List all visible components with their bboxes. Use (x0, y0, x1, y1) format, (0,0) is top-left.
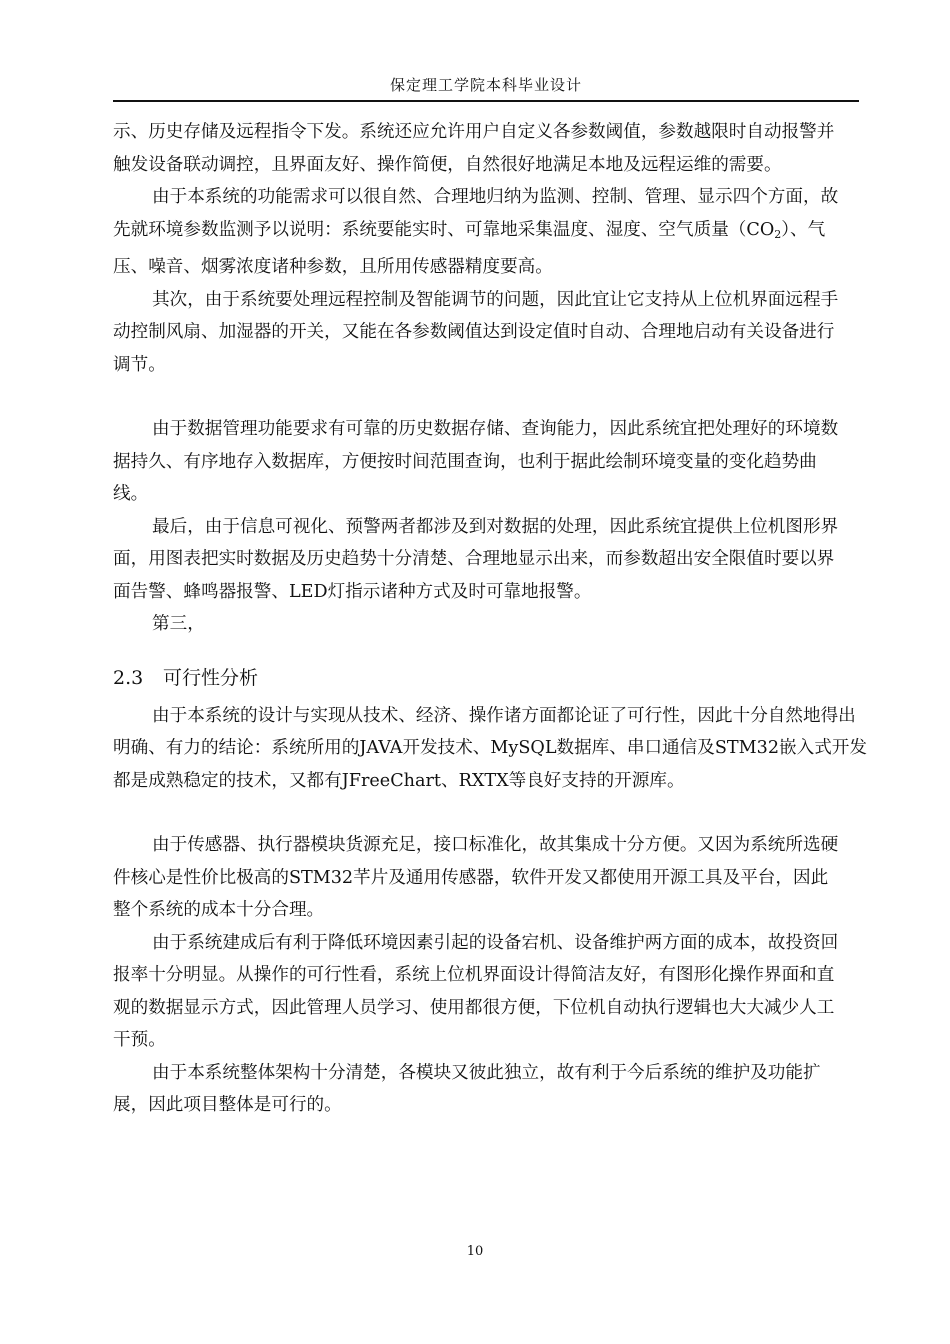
blank-line (113, 381, 873, 413)
section-heading (113, 662, 873, 694)
section-number: 2.3 (113, 666, 144, 689)
paragraph-continued: 示、历史存储及远程指令下发。系统还应允许用户自定义各参数阈值，参数越限时自动报警并触发设备联动调控，且界面友好、操作简便，自然很好地满足本地及远程运维的需要。 (113, 122, 835, 175)
paragraph-visualization: 最后，由于信息可视化、预警两者都涉及到对数据的处理，因此系统宜提供上位机图形界面，用图表把实时数据及历史趋势十分清楚、合理地显示出来，而参数超出安全限值时要以界面告警、蜂鸣器报警、LED灯指示诸种方式及时可靠地报警。 (113, 516, 839, 602)
paragraph-data-management: 由于数据管理功能要求有可靠的历史数据存储、查询能力，因此系统宜把处理好的环境数据持久、有序地存入数据库，方便按时间范围查询，也利于据此绘制环境变量的变化趋势曲线。 (113, 419, 839, 504)
running-header: 保定理工学院本科毕业设计 (389, 76, 582, 94)
paragraph-third: 第三， (152, 614, 205, 634)
paragraph-feasibility-technical: 由于本系统的设计与实现从技术、经济、操作诸方面都论证了可行性，因此十分自然地得出明确、有力的结论：系统所用的JAVA开发技术、MySQL数据库、串口通信及STM32嵌入式开发都是成熟稳定的技术，又都有JFreeChart、RXTX等良好支持的开源库。 (113, 705, 867, 791)
paragraph-monitoring-part2: ）、气压、噪音、烟雾浓度诸种参数，且所用传感器精度要高。 (113, 219, 826, 277)
blank-line (113, 797, 873, 829)
co2-subscript: 2 (774, 227, 782, 241)
paragraph-feasibility-cost: 由于传感器、执行器模块货源充足，接口标准化，故其集成十分方便。又因为系统所选硬件核心是性价比极高的STM32芊片及通用传感器，软件开发又都使用开源工具及平台，因此整个系统的成本十分合理。 (113, 835, 839, 920)
document-body (113, 116, 873, 1122)
paragraph-control: 其次，由于系统要处理远程控制及智能调节的问题，因此宜让它支持从上位机界面远程手动控制风扇、加湿器的开关，又能在各参数阈值达到设定值时自动、合理地启动有关设备进行调节。 (113, 289, 839, 375)
section-title: 可行性分析 (163, 666, 259, 689)
section-spacer (113, 641, 873, 662)
paragraph-feasibility-economic: 由于系统建成后有利于降低环境因素引起的设备宕机、设备维护两方面的成本，故投资回报率十分明显。从操作的可行性看，系统上位机界面设计得简洁友好，有图形化操作界面和直观的数据显示方式，因此管理人员学习、使用都很方便，下位机自动执行逻辑也大大减少人工干预。 (113, 932, 839, 1050)
header-rule (113, 100, 859, 102)
paragraph-feasibility-conclusion: 由于本系统整体架构十分清楚，各模块又彼此独立，故有利于今后系统的维护及功能扩展，因此项目整体是可行的。 (113, 1062, 821, 1115)
paragraph-monitoring (113, 181, 841, 284)
page-number: 10 (466, 1244, 484, 1259)
paragraph-monitoring-part1: 由于本系统的功能需求可以很自然、合理地归纳为监测、控制、管理、显示四个方面，故先就环境参数监测予以说明：系统要能实时、可靠地采集温度、湿度、空气质量（CO (113, 187, 839, 240)
